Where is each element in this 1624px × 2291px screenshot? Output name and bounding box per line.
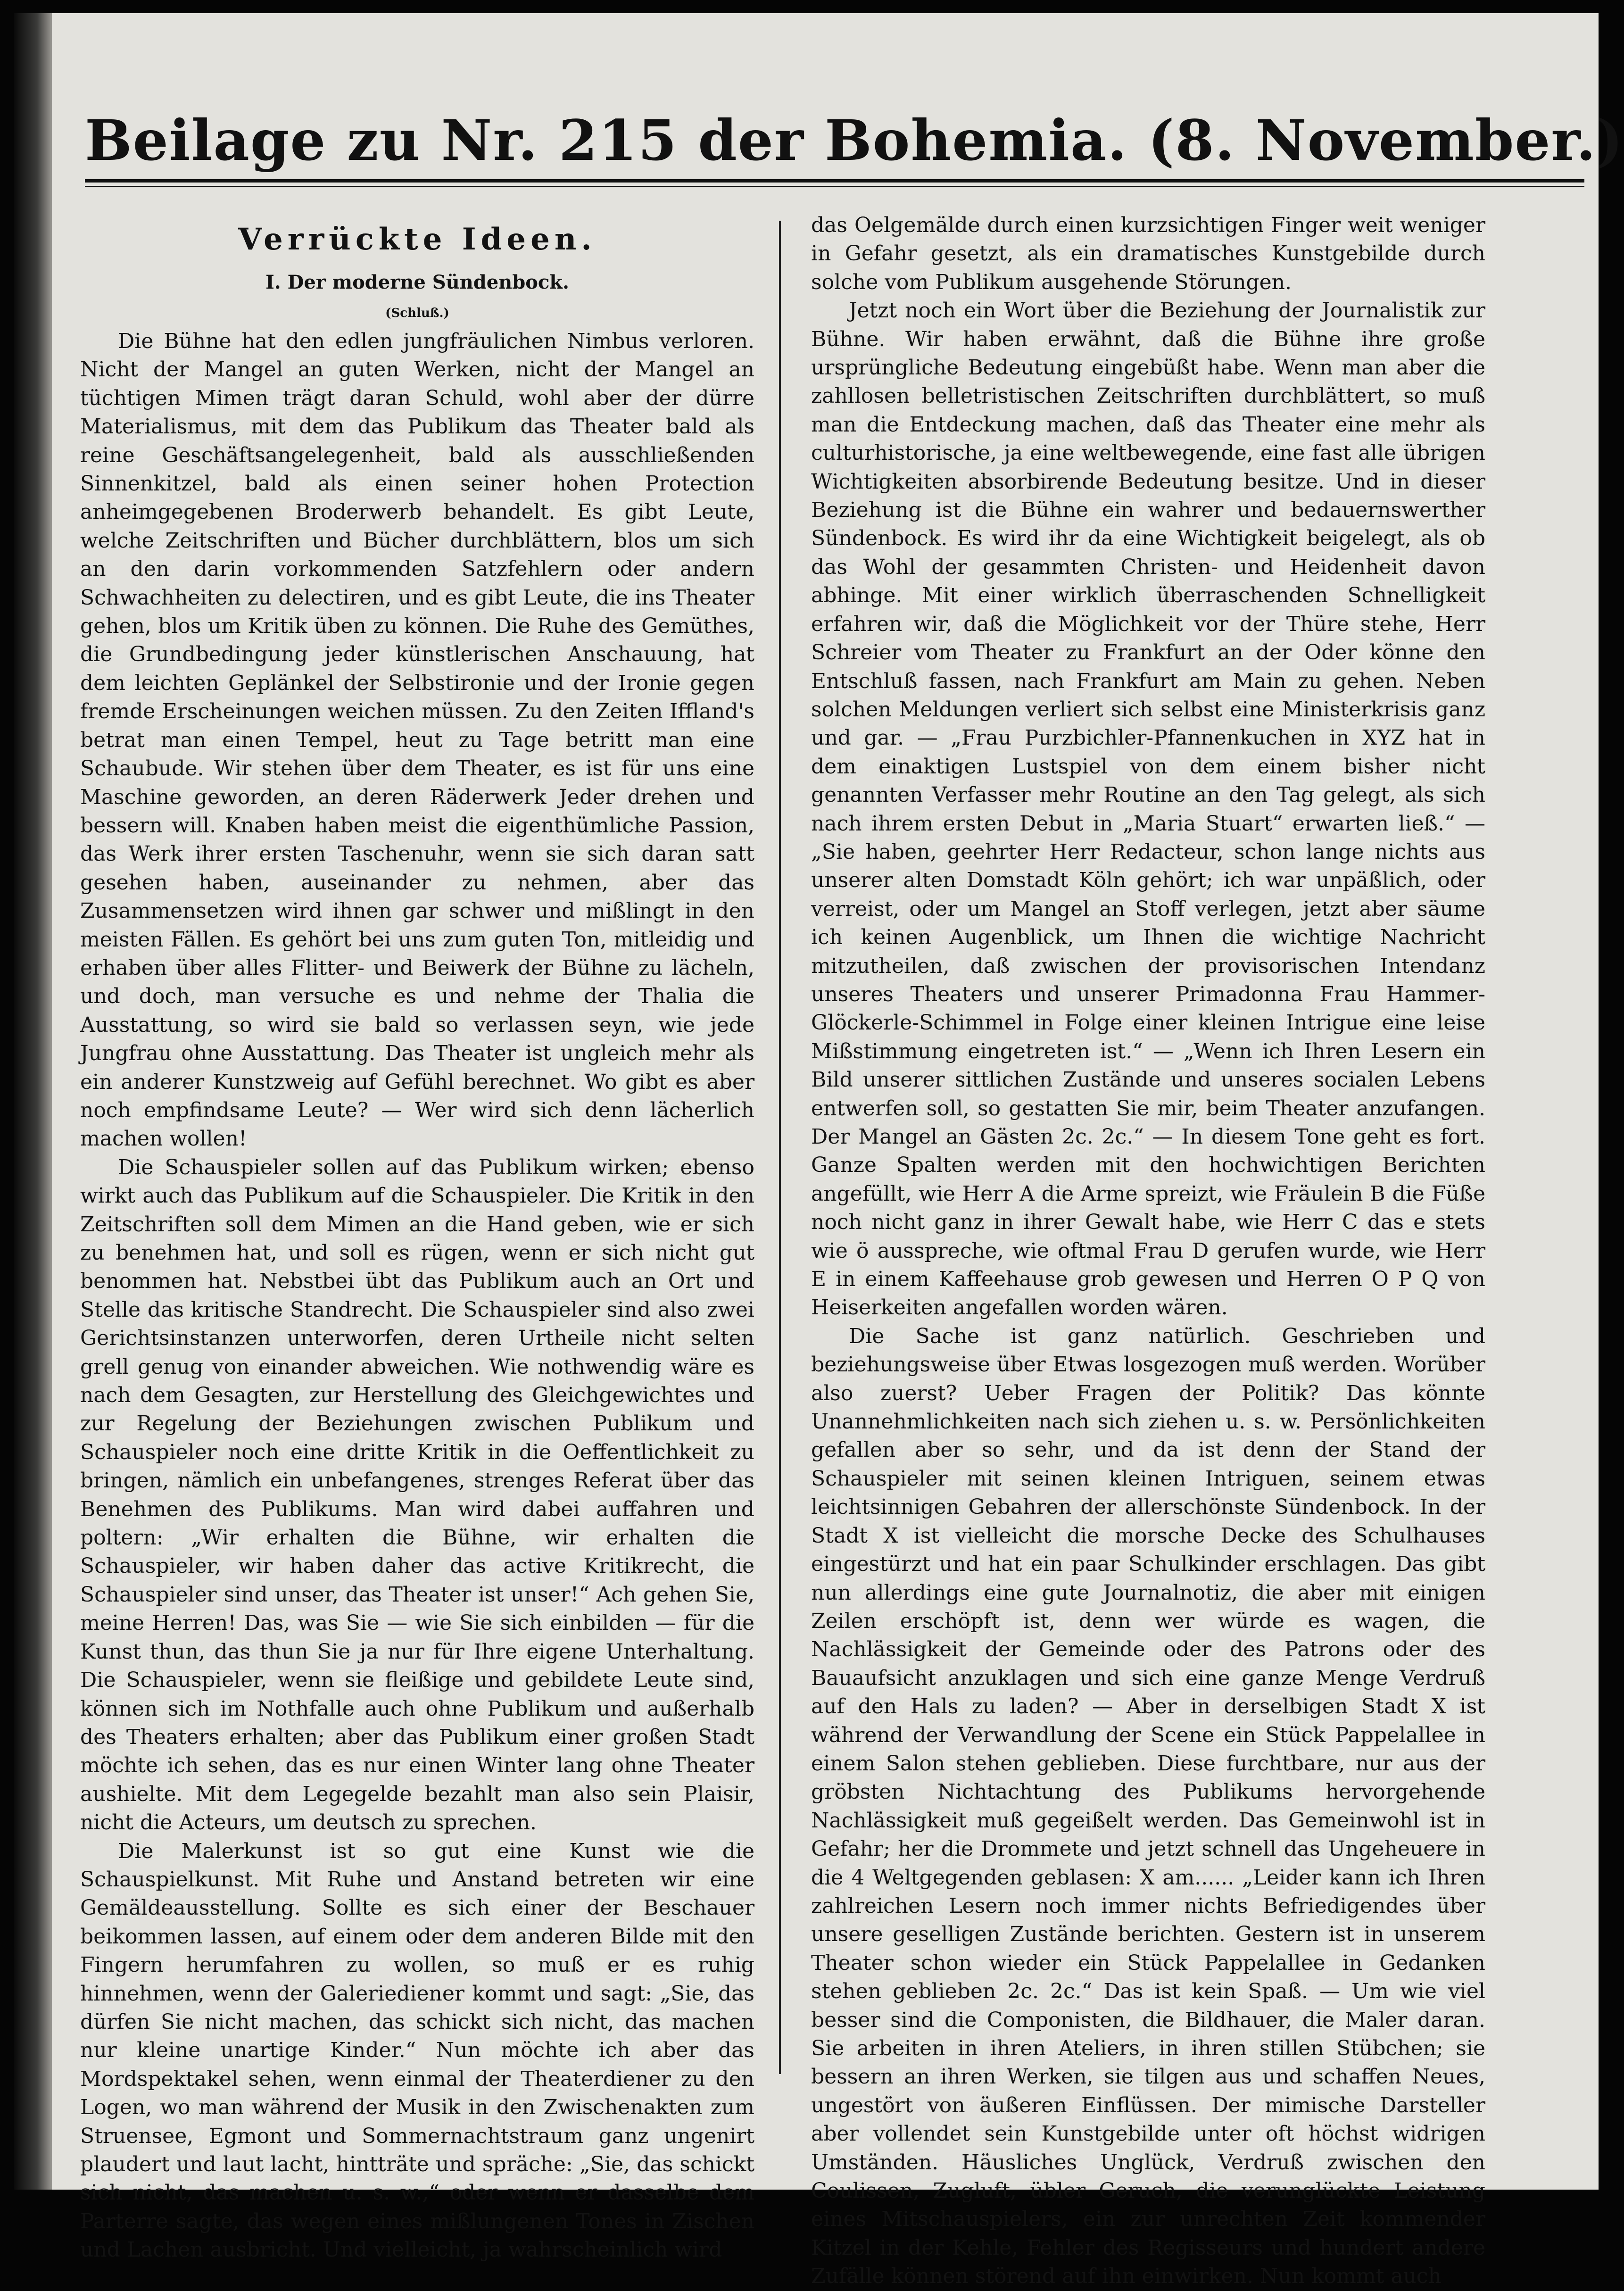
right-column <box>811 211 1485 2291</box>
masthead-rule-thick <box>85 179 1584 183</box>
left-column <box>80 211 754 2265</box>
newspaper-page <box>14 13 1624 2289</box>
section-title: I. Der moderne Sündenbock. <box>265 271 569 293</box>
paragraph: Die Schauspieler sollen auf das Publikum wirken; ebenso wirkt auch das Publikum auf die Schauspieler. Die Kritik in den Zeitschriften soll dem Mimen an die Hand geben, wie er sich zu benehmen hat, und soll es rügen, wenn er sich nicht gut benommen hat. Nebstbei übt das Publikum auch an Ort und Stelle das kritische Standrecht. Die Schauspieler sind also zwei Gerichtsinstanzen unterworfen, deren Urtheile nicht selten grell genug von einander abweichen. Wie nothwendig wäre es nach dem Gesagten, zur Herstellung des Gleichgewichtes und zur Regelung der Beziehungen zwischen Publikum und Schauspieler noch eine dritte Kritik in die Oeffentlichkeit zu bringen, nämlich ein unbefangenes, strenges Referat über das Benehmen des Publikums. Man wird dabei auffahren und poltern: „Wir erhalten die Bühne, wir erhalten die Schauspieler, wir haben daher das active Kritikrecht, die Schauspieler sind unser, das Theater ist unser!“ Ach gehen Sie, meine Herren! Das, was Sie — wie Sie sich einbilden — für die Kunst thun, das thun Sie ja nur für Ihre eigene Unterhaltung. Die Schauspieler, wenn sie fleißige und gebildete Leute sind, können sich im Nothfalle auch ohne Publikum und außerhalb des Theaters erhalten; aber das Publikum einer großen Stadt möchte ich sehen, das es nur einen Winter lang ohne Theater aushielte. Mit dem Legegelde bezahlt man also sein Plaisir, nicht die Acteurs, um deutsch zu sprechen. <box>80 1155 754 1835</box>
paragraph: Jetzt noch ein Wort über die Beziehung der Journalistik zur Bühne. Wir haben erwähnt, daß die Bühne ihre große ursprüngliche Bedeutung eingebüßt habe. Wenn man aber die zahllosen belletristischen Zeitschriften durchblättert, so muß man die Entdeckung machen, daß das Theater eine mehr als culturhistorische, ja eine weltbewegende, eine fast alle übrigen Wichtigkeiten absorbirende Bedeutung besitze. Und in dieser Beziehung ist die Bühne ein wahrer und bedauernswerther Sündenbock. Es wird ihr da eine Wichtigkeit beigelegt, als ob das Wohl der gesammten Christen- und Heidenheit davon abhinge. Mit einer wirklich überraschenden Schnelligkeit erfahren wir, daß die Möglichkeit vor der Thüre stehe, Herr Schreier vom Theater zu Frankfurt an der Oder könne den Entschluß fassen, nach Frankfurt am Main zu gehen. Neben solchen Meldungen verliert sich selbst eine Ministerkrisis ganz und gar. — „Frau Purzbichler-Pfannenkuchen in XYZ hat in dem einaktigen Lustspiel von dem einem bisher nicht genannten Verfasser mehr Routine an den Tag gelegt, als sich nach ihrem ersten Debut in „Maria Stuart“ erwarten ließ.“ — „Sie haben, geehrter Herr Redacteur, schon lange nichts aus unserer alten Domstadt Köln gehört; ich war unpäßlich, oder verreist, oder um Mangel an Stoff verlegen, jetzt aber säume ich keinen Augenblick, um Ihnen die wichtige Nachricht mitzutheilen, daß zwischen der provisorischen Intendanz unseres Theaters und unserer Primadonna Frau Hammer-Glöckerle-Schimmel in Folge einer kleinen Intrigue eine leise Mißstimmung eingetreten ist.“ — „Wenn ich Ihren Lesern ein Bild unserer sittlichen Zustände und unseres socialen Lebens entwerfen soll, so gestatten Sie mir, beim Theater anzufangen. Der Mangel an Gästen 2c. 2c.“ — In diesem Tone geht es fort. Ganze Spalten werden mit den hochwichtigen Berichten angefüllt, wie Herr A die Arme spreizt, wie Fräulein B die Füße noch nicht ganz in ihrer Gewalt habe, wie Herr C das e stets wie ö ausspreche, wie oftmal Frau D gerufen wurde, wie Herr E in einem Kaffeehause grob gewesen und Herren O P Q von Heiserkeiten angefallen worden wären. <box>811 299 1485 1320</box>
paragraph: Die Malerkunst ist so gut eine Kunst wie die Schauspielkunst. Mit Ruhe und Anstand betreten wir eine Gemäldeausstellung. Sollte es sich einer der Beschauer beikommen lassen, auf einem oder dem anderen Bilde mit den Fingern herumfahren zu wollen, so muß er es ruhig hinnehmen, wenn der Galeriediener kommt und sagt: „Sie, das dürfen Sie nicht machen, das schickt sich nicht, das machen nur kleine unartige Kinder.“ Nun möchte ich aber das Mordspektakel sehen, wenn einmal der Theaterdiener zu den Logen, wo man während der Musik in den Zwischenakten zum Struensee, Egmont und Sommernachtstraum ganz ungenirt plaudert und laut lacht, hintträte und spräche: „Sie, das schickt sich nicht, das machen u. s. w.,“ oder wenn er dasselbe dem Parterre sagte, das wegen eines mißlungenen Tones in Zischen und Lachen ausbricht. Und vielleicht, ja wahrscheinlich wird <box>80 1839 754 2262</box>
page-edge-shadow <box>14 13 52 2190</box>
paragraph: das Oelgemälde durch einen kurzsichtigen Finger weit weniger in Gefahr gesetzt, als ein dramatisches Kunstgebilde durch solche vom Publikum ausgehende Störungen. <box>811 213 1485 294</box>
continuation-note: (Schluß.) <box>385 306 449 320</box>
paragraph: Die Bühne hat den edlen jungfräulichen Nimbus verloren. Nicht der Mangel an guten Werken, nicht der Mangel an tüchtigen Mimen trägt daran Schuld, wohl aber der dürre Materialismus, mit dem das Publikum das Theater bald als reine Geschäftsangelegenheit, bald als ausschließenden Sinnenkitzel, bald als einen seiner hohen Protection anheimgegebenen Broderwerb behandelt. Es gibt Leute, welche Zeitschriften und Bücher durchblättern, blos um sich an den darin vorkommenden Satzfehlern oder andern Schwachheiten zu delectiren, und es gibt Leute, die ins Theater gehen, blos um Kritik üben zu können. Die Ruhe des Gemüthes, die Grundbedingung jeder künstlerischen Anschauung, hat dem leichten Geplänkel der Selbstironie und der Ironie gegen fremde Erscheinungen weichen müssen. Zu den Zeiten Iffland's betrat man einen Tempel, heut zu Tage betritt man eine Schaubude. Wir stehen über dem Theater, es ist für uns eine Maschine geworden, an deren Räderwerk Jeder drehen und bessern will. Knaben haben meist die eigenthümliche Passion, das Werk ihrer ersten Taschenuhr, wenn sie sich daran satt gesehen haben, auseinander zu nehmen, aber das Zusammensetzen wird ihnen gar schwer und mißlingt in den meisten Fällen. Es gehört bei uns zum guten Ton, mitleidig und erhaben über alles Flitter- und Beiwerk der Bühne zu lächeln, und doch, man versuche es und nehme der Thalia die Ausstattung, so wird sie bald so verlassen seyn, wie jede Jungfrau ohne Ausstattung. Das Theater ist ungleich mehr als ein anderer Kunstzweig auf Gefühl berechnet. Wo gibt es aber noch empfindsame Leute? — Wer wird sich denn lächerlich machen wollen! <box>80 329 754 1151</box>
column-divider <box>779 221 781 2074</box>
article-title: Verrückte Ideen. <box>238 222 597 257</box>
masthead-rule-thin <box>85 186 1584 187</box>
paragraph: Die Sache ist ganz natürlich. Geschrieben und beziehungsweise über Etwas losgezogen muß werden. Worüber also zuerst? Ueber Fragen der Politik? Das könnte Unannehmlichkeiten nach sich ziehen u. s. w. Persönlichkeiten gefallen aber so sehr, und da ist denn der Stand der Schauspieler mit seinen kleinen Intriguen, seinem etwas leichtsinnigen Gebahren der allerschönste Sündenbock. In der Stadt X ist vielleicht die morsche Decke des Schulhauses eingestürzt und hat ein paar Schulkinder erschlagen. Das gibt nun allerdings eine gute Journalnotiz, die aber mit einigen Zeilen erschöpft ist, denn wer würde es wagen, die Nachlässigkeit der Gemeinde oder des Patrons oder des Bauaufsicht anzuklagen und sich eine ganze Menge Verdruß auf den Hals zu laden? — Aber in derselbigen Stadt X ist während der Verwandlung der Scene ein Stück Pappelallee in einem Salon stehen geblieben. Diese furchtbare, nur aus der gröbsten Nichtachtung des Publikums hervorgehende Nachlässigkeit muß gegeißelt werden. Das Gemeinwohl ist in Gefahr; her die Drommete und jetzt schnell das Ungeheuere in die 4 Weltgegenden geblasen: X am...... „Leider kann ich Ihren zahlreichen Lesern noch immer nichts Befriedigendes über unsere geselligen Zustände berichten. Gestern ist in unserem Theater schon wieder ein Stück Pappelallee in Gedanken stehen geblieben 2c. 2c.“ Das ist kein Spaß. — Um wie viel besser sind die Componisten, die Bildhauer, die Maler daran. Sie arbeiten in ihren Ateliers, in ihren stillen Stübchen; sie bessern an ihren Werken, sie tilgen aus und schaffen Neues, ungestört von äußeren Einflüssen. Der mimische Darsteller aber vollendet sein Kunstgebilde unter oft höchst widrigen Umständen. Häusliches Unglück, Verdruß zwischen den Coulissen, Zugluft, übler Geruch, die verunglückte Leistung eines Mitschauspielers, ein zur unrechten Zeit kommender Kitzel in der Kehle, Fehler des Regisseurs und hundert andere Zufälle können störend auf ihn einwirken. Nun kommt auch <box>811 1324 1485 2289</box>
masthead: Beilage zu Nr. 215 der Bohemia. (8. November.) <box>85 108 1624 173</box>
